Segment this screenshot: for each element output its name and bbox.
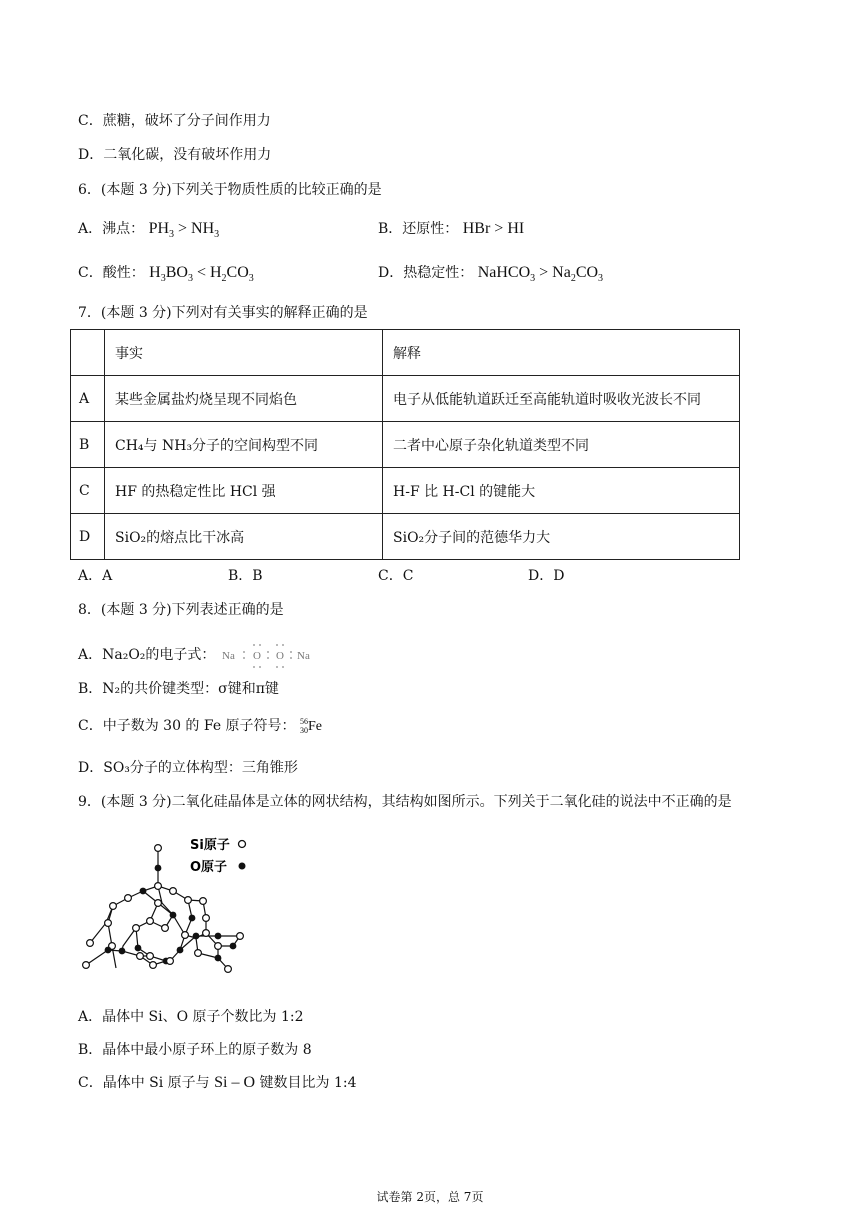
option-6b-label: B．还原性： <box>378 221 459 237</box>
option-6c-label: C．酸性： <box>78 265 145 281</box>
option-6d <box>378 263 603 289</box>
option-6c-formula: $H_3BO_3 < H_2CO_3$ <box>149 264 254 285</box>
electron-formula <box>220 640 320 670</box>
question-8: 8．(本题 3 分)下列表述正确的是 <box>78 602 284 618</box>
table-cell: SiO₂的熔点比干冰高 <box>105 514 383 560</box>
question-6: 6．(本题 3 分)下列关于物质性质的比较正确的是 <box>78 182 382 198</box>
option-9b: B．晶体中最小原子环上的原子数为 8 <box>78 1042 312 1058</box>
option-6a <box>78 219 219 245</box>
table-header-fact: 事实 <box>105 330 383 376</box>
table-cell: H-F 比 H-Cl 的键能大 <box>383 468 740 514</box>
table-cell: D <box>71 514 105 560</box>
legend-si-label: Si原子 <box>190 838 230 853</box>
option-9c-tail: 键数目比为 1:4 <box>259 1075 357 1091</box>
option-8c-label: C．中子数为 30 的 Fe 原子符号： <box>78 718 296 734</box>
table-row <box>71 422 740 468</box>
option-9c-label: C．晶体中 Si 原子与 <box>78 1075 210 1091</box>
option-6a-label: A．沸点： <box>78 221 145 237</box>
table-cell: 电子从低能轨道跃迁至高能轨道时吸收光波长不同 <box>383 376 740 422</box>
option-8a <box>78 640 320 670</box>
option-6b <box>378 219 524 239</box>
legend-o-marker <box>239 863 246 870</box>
option-9a: A．晶体中 Si、O 原子个数比为 1:2 <box>78 1009 304 1025</box>
option-6b-formula: HBr > HI <box>462 220 525 237</box>
page-footer: 试卷第 2页，总 7页 <box>376 1190 484 1204</box>
na-symbol: Na <box>296 650 310 662</box>
legend-si-marker <box>239 841 246 848</box>
option-6c <box>78 263 254 289</box>
table-cell: C <box>71 468 105 514</box>
facts-table <box>70 329 740 560</box>
option-5d: D．二氧化碳，没有破坏作用力 <box>78 147 272 163</box>
option-9c-formula: Si – O <box>214 1074 256 1091</box>
question-9: 9．(本题 3 分)二氧化硅晶体是立体的网状结构，其结构如图所示。下列关于二氧化硅的说法中不正确的是 <box>78 794 732 810</box>
option-8b: B．N₂的共价键类型：σ键和π键 <box>78 681 279 697</box>
table-header-row <box>71 330 740 376</box>
table-cell: B <box>71 422 105 468</box>
table-cell: 二者中心原子杂化轨道类型不同 <box>383 422 740 468</box>
sio2-structure-diagram <box>78 828 258 978</box>
table-row <box>71 514 740 560</box>
table-cell: HF 的热稳定性比 HCl 强 <box>105 468 383 514</box>
option-8d: D．SO₃分子的立体构型：三角锥形 <box>78 760 298 776</box>
option-8c <box>78 716 322 737</box>
table-cell: 某些金属盐灼烧呈现不同焰色 <box>105 376 383 422</box>
atomic-number: 30 <box>300 726 309 735</box>
table-cell: SiO₂分子间的范德华力大 <box>383 514 740 560</box>
table-row <box>71 376 740 422</box>
option-7d: D．D <box>528 568 565 584</box>
option-7c: C．C <box>378 568 414 584</box>
option-6d-label: D．热稳定性： <box>378 265 474 281</box>
na-symbol: Na <box>221 650 235 662</box>
option-5c: C．蔗糖，破坏了分子间作用力 <box>78 113 271 129</box>
table-row <box>71 468 740 514</box>
o-symbol: O <box>252 650 261 662</box>
option-7a: A．A <box>78 568 113 584</box>
o-symbol: O <box>275 650 284 662</box>
legend-o-label: O原子 <box>190 860 228 875</box>
option-6d-formula: NaHCO$_3$ > $Na_2CO_3$ <box>477 264 604 285</box>
question-7: 7．(本题 3 分)下列对有关事实的解释正确的是 <box>78 305 368 321</box>
element-symbol: Fe <box>308 719 323 734</box>
isotope-numbers <box>300 717 308 735</box>
table-cell: CH₄与 NH₃分子的空间构型不同 <box>105 422 383 468</box>
table-cell: A <box>71 376 105 422</box>
option-9c <box>78 1073 356 1093</box>
option-7b: B．B <box>228 568 263 584</box>
table-header-explanation: 解释 <box>383 330 740 376</box>
mass-number: 56 <box>300 717 309 726</box>
option-6a-formula: $PH_3 > NH_3$ <box>148 220 220 241</box>
option-8a-label: A．Na₂O₂的电子式： <box>78 647 216 663</box>
table-cell <box>71 330 105 376</box>
